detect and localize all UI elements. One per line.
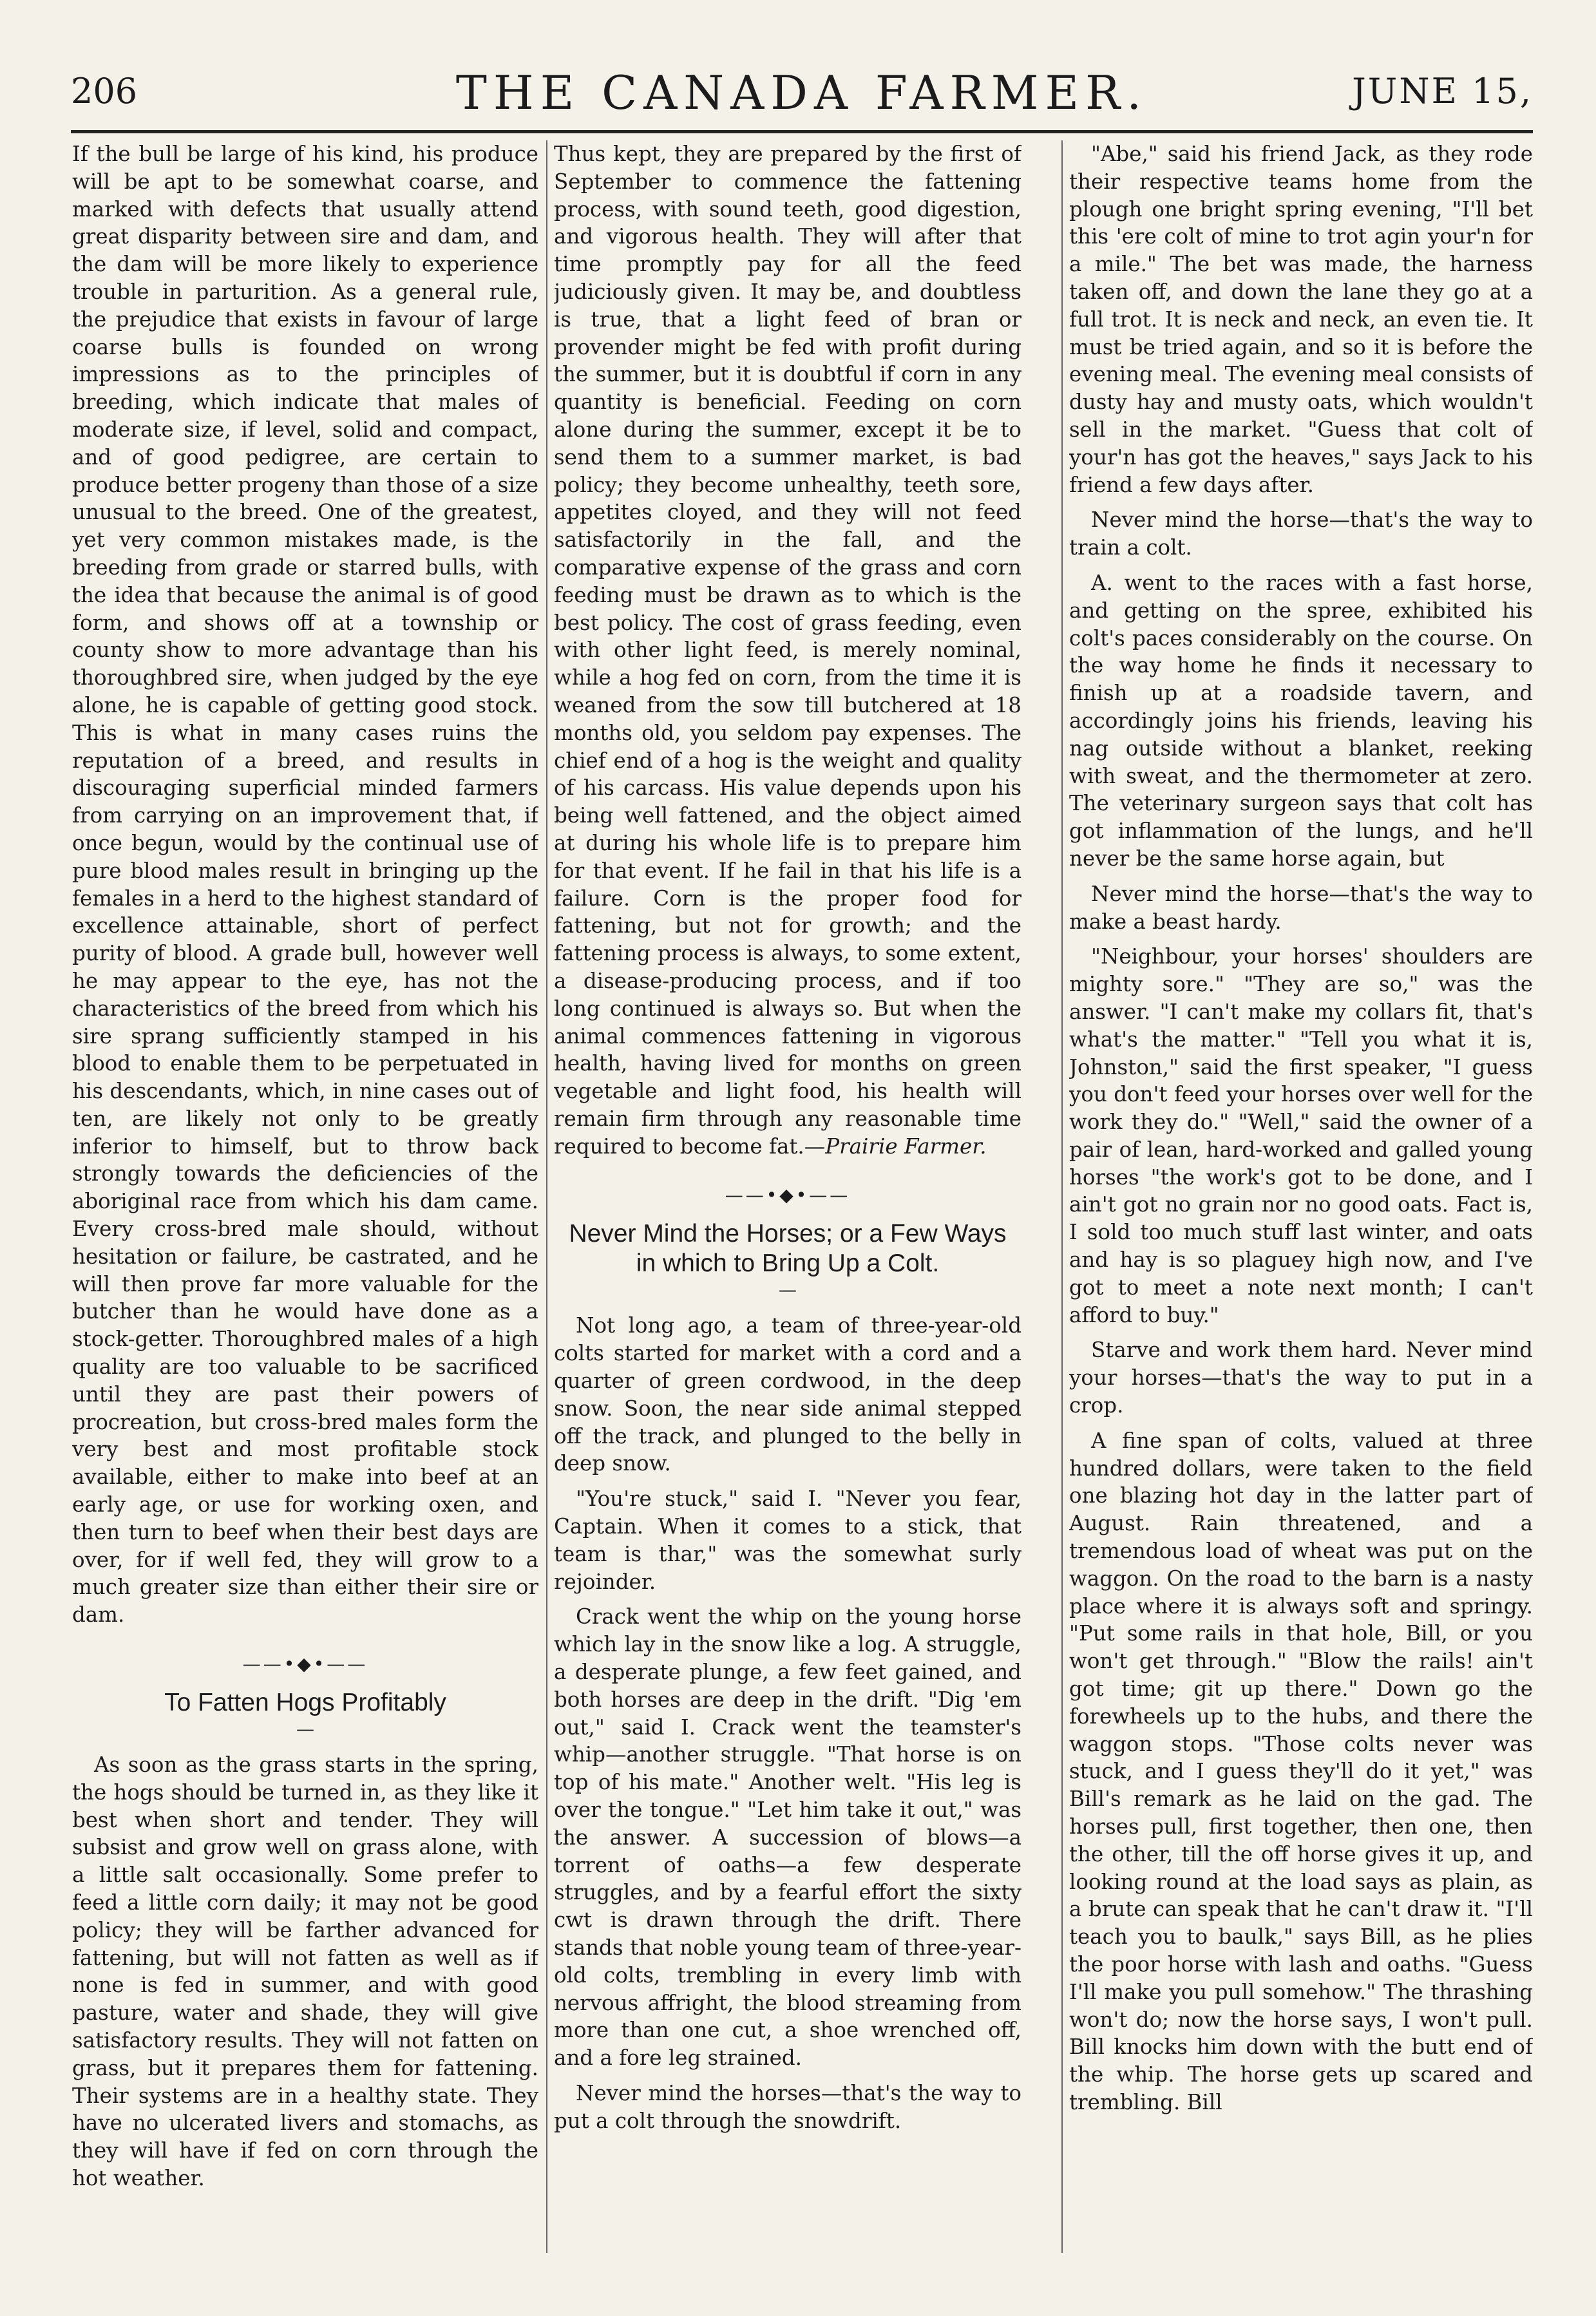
article-separator: ——•◆•—— [242,1653,368,1675]
column-3 [1069,140,1533,2253]
paragraph: "You're stuck," said I. "Never you fear, Captain. When it comes to a stick, that team is thar," was the somewhat surly rejoinder. [554,1486,1021,1594]
paragraph: Never mind the horse—that's the way to train a colt. [1069,508,1533,560]
column-2 [554,140,1021,2253]
paragraph: Starve and work them hard. Never mind your horses—that's the way to put in a crop. [1069,1338,1533,1418]
heading-line-2: in which to Bring Up a Colt. [636,1249,940,1278]
heading-dash: — [296,1718,314,1740]
publication-title: THE CANADA FARMER. [455,66,1148,120]
paragraph: Crack went the whip on the young horse which lay in the snow like a log. A struggle, a desperate plunge, a few feet gained, and both horses are deep in the drift. "Dig 'em out," said I. Crack went the teamster's whip—another struggle. "That horse is on top of his mate." Another welt. "His leg is over the tongue." "Let him take it out," was the answer. A succession of blows—a torrent of oaths—a few desperate struggles, and by a fearful effort the sixty cwt is drawn through the drift. There stands that noble young team of three-year-old colts, trembling in every limb with nervous affright, the blood streaming from more than one cut, a shoe wrenched off, and a fore leg strained. [554,1604,1021,2071]
paragraph: Never mind the horse—that's the way to make a beast hardy. [1069,881,1533,934]
article-heading-horses [554,1219,1021,1278]
heading-dash: — [779,1279,797,1301]
article-body-hogs: As soon as the grass starts in the spring, the hogs should be turned in, as they like it best when short and tender. They will subsist and grow well on grass alone, with a little salt occasionally. Some prefer to feed a little corn daily; it may not be good policy; they will be farther advanced for fattening, but will not fatten as well as if none is fed in summer, and with good pasture, water and shade, they will give satisfactory results. They will not fatten on grass, but it prepares them for fattening. Their systems are in a healthy state. They have no ulcerated livers and stomachs, as they will have if fed on corn through the hot weather. [72,1752,538,2190]
paragraph: Never mind the horses—that's the way to put a colt through the snowdrift. [554,2081,1021,2133]
masthead [71,62,1533,121]
article-heading-hogs: To Fatten Hogs Profitably [164,1689,446,1717]
paragraph: Not long ago, a team of three-year-old colts started for market with a cord and a quarter of green cordwood, in the deep snow. Soon, the near side animal stepped off the track, and plunged to the belly in deep snow. [554,1313,1021,1476]
article-source: Prairie Farmer. [825,1134,987,1159]
paragraph: "Abe," said his friend Jack, as they rode their respective teams home from the plough one bright spring evening, "I'll bet this 'ere colt of mine to trot agin your'n for a mile." The bet was made, the harness taken off, and down the lane they go at a full trot. It is neck and neck, an even tie. It must be tried again, and so it is before the evening meal. The evening meal consists of dusty hay and musty oats, which wouldn't sell in the market. "Guess that colt of your'n has got the heaves," says Jack to his friend a few days after. [1069,142,1533,497]
column-1 [72,140,538,2253]
heading-line-1: Never Mind the Horses; or a Few Ways [569,1220,1007,1248]
article-body-bull: If the bull be large of his kind, his produce will be apt to be somewhat coarse, and marked with defects that usually attend great disparity between sire and dam, and the dam will be more likely to experience trouble in parturition. As a general rule, the prejudice that exists in favour of large coarse bulls is founded on wrong impressions as to the principles of breeding, which indicate that males of moderate size, if level, solid and compact, and of good pedigree, are certain to produce better progeny than those of a size unusual to the breed. One of the greatest, yet very common mistakes made, is the breeding from grade or starred bulls, with the idea that because the animal is of good form, and shows off at a township or county show to more advantage than his thoroughbred sire, when judged by the eye alone, he is capable of getting good stock. This is what in many cases ruins the reputation of a breed, and results in discouraging superficial minded farmers from carrying on an improvement that, if once begun, would by the continual use of pure blood males result in bringing up the females in a herd to the highest standard of excellence attainable, short of perfect purity of blood. A grade bull, however well he may appear to the eye, has not the characteristics of the breed from which his sire sprang sufficiently stamped in his blood to enable them to be perpetuated in his descendants, which, in nine cases out of ten, are likely not only to be greatly inferior to himself, but to throw back strongly towards the deficiencies of the aboriginal race from which his dam came. Every cross-bred male should, without hesitation or failure, be castrated, and he will then prove far more valuable for the butcher than he would have done as a stock-getter. Thoroughbred males of a high quality are too valuable to be sacrificed until they are past their powers of procreation, but cross-bred males form the very best and most profitable stock available, either to make into beef at an early age, or use for working oxen, and then turn to beef when their best days are over, for if well fed, they will grow to a much greater size than either their sire or dam. [72,142,538,1628]
column-divider [546,140,547,2253]
article-separator: ——•◆•—— [725,1184,851,1206]
issue-date: JUNE 15, [1352,71,1533,111]
article-body-hogs-continued [554,140,1021,1160]
paragraph: A. went to the races with a fast horse, and getting on the spree, exhibited his colt's paces considerably on the course. On the way home he finds it necessary to finish up at a roadside tavern, and accordingly joins his friends, leaving his nag outside without a blanket, reeking with sweat, and the thermometer at zero. The veterinary surgeon says that colt has got inflammation of the lungs, and he'll never be the same horse again, but [1069,570,1533,871]
page-number: 206 [71,71,138,111]
header-rule [71,130,1533,133]
paragraph: "Neighbour, your horses' shoulders are mighty sore." "They are so," was the answer. "I can't make my collars fit, that's what's the matter." "Tell you what it is, Johnston," said the first speaker, "I guess you don't feed your horses over well for the work they do." "Well," said the owner of a pair of lean, hard-worked and galled young horses "the work's got to be done, and I ain't got no grain nor no good oats. Fact is, I sold too much stuff last winter, and oats and hay is so plaguey high now, and I've got to meet a note next month; I can't afford to buy." [1069,944,1533,1327]
column-divider [1061,140,1063,2253]
paragraph: A fine span of colts, valued at three hundred dollars, were taken to the field one blazing hot day in the latter part of August. Rain threatened, and a tremendous load of wheat was put on the waggon. On the road to the barn is a nasty place where it is always soft and springy. "Put some rails in that hole, Bill, or you won't get through." "Blow the rails! ain't got time; git up there." Down go the forewheels up to the hubs, and there the waggon stops. "Those colts never was stuck, and I guess they'll do it yet," was Bill's remark as he laid on the gad. The horses pull, first together, then one, then the other, till the off horse gives it up, and looking round at the load says as plain, as a brute can speak that he can't draw it. "I'll teach you to baulk," says Bill, as he plies the poor horse with lash and oaths. "Guess I'll make you pull somehow." The thrashing won't do; now the horse says, I won't pull. Bill knocks him down with the butt end of the whip. The horse gets up scared and trembling. Bill [1069,1428,1533,2114]
hogs-continued-text: Thus kept, they are prepared by the first of September to commence the fattening process, with sound teeth, good digestion, and vigorous health. They will after that time promptly pay for all the feed judiciously given. It may be, and doubtless is true, that a light feed of bran or provender might be fed with profit during the summer, but it is doubtful if corn in any quantity is beneficial. Feeding on corn alone during the summer, except it be to send them to a summer market, is bad policy; they become unhealthy, teeth sore, appetites cloyed, and they will not feed satisfactorily in the fall, and the comparative expense of the grass and corn feeding must be drawn as to which is the best policy. The cost of grass feeding, even with other light feed, is merely nominal, while a hog fed on corn, from the time it is weaned from the sow till butchered at 18 months old, you seldom pay expenses. The chief end of a hog is the weight and quality of his carcass. His value depends upon his being well fattened, and the object aimed at during his whole life is to prepare him for that event. If he fail in that his life is a failure. Corn is the proper food for fattening, but not for growth; and the fattening process is always, to some extent, a disease-producing process, and if too long continued is always so. But when the animal commences fattening in vigorous health, having lived for months on green vegetable and light food, his health will remain firm through any reasonable time required to become fat.— [554,142,1021,1159]
